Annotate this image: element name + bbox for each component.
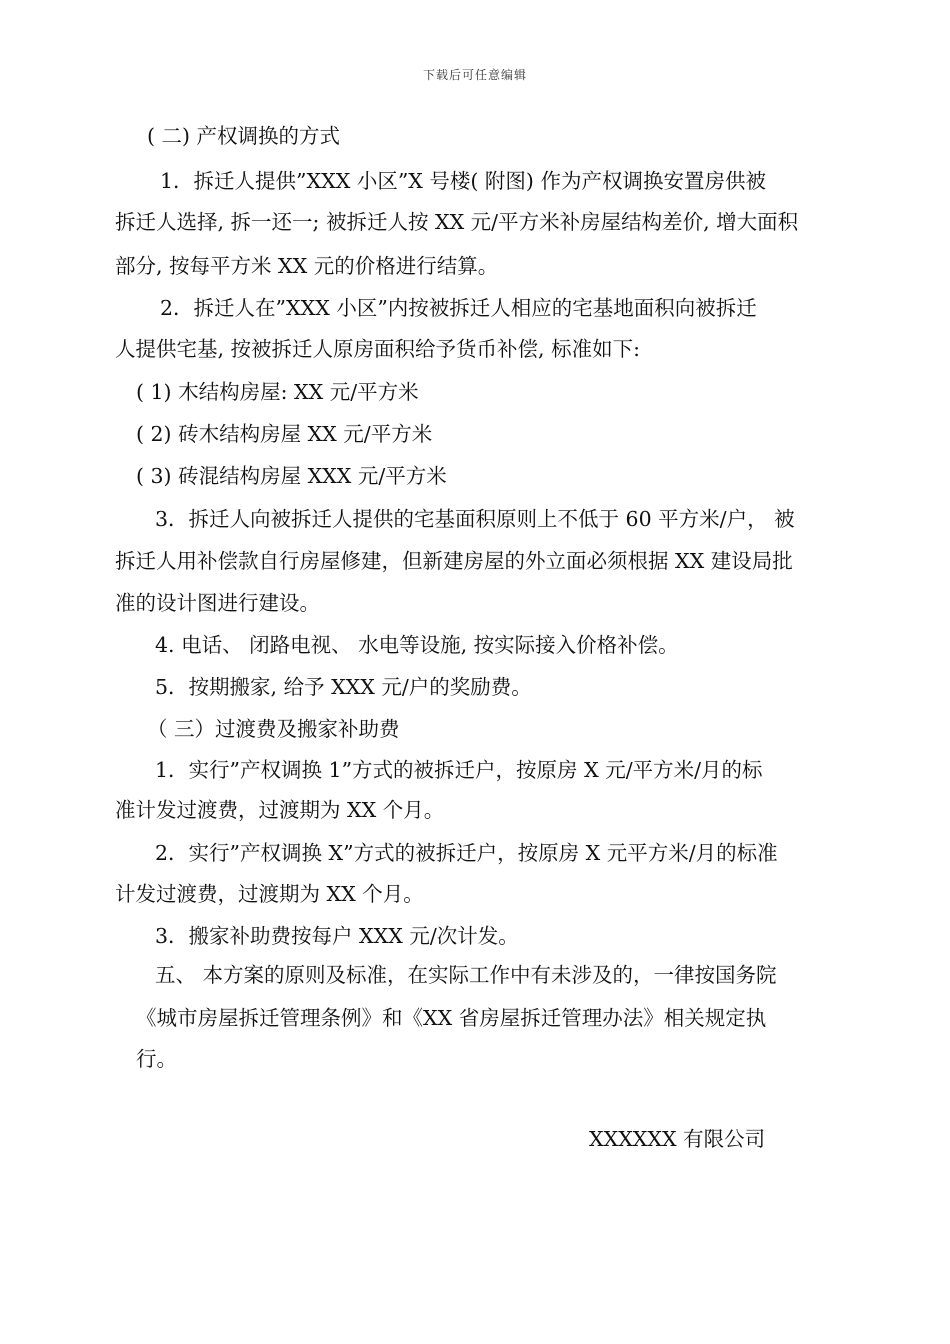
paragraph-line: 5．按期搬家, 给予 XXX 元/户的奖励费。 bbox=[155, 675, 532, 699]
paragraph-line: 计发过渡费，过渡期为 XX 个月。 bbox=[115, 882, 424, 906]
paragraph-line: 2．实行”产权调换 X”方式的被拆迁户，按原房 X 元平方米/月的标准 bbox=[155, 841, 778, 865]
paragraph-line: 《城市房屋拆迁管理条例》和《XX 省房屋拆迁管理办法》相关规定执 bbox=[136, 1006, 767, 1030]
paragraph-line: 3．拆迁人向被拆迁人提供的宅基面积原则上不低于 60 平方米/户， 被 bbox=[155, 507, 795, 531]
paragraph-line: 五、 本方案的原则及标准，在实际工作中有未涉及的，一律按国务院 bbox=[155, 963, 777, 987]
section-heading-property-exchange: ( 二) 产权调换的方式 bbox=[147, 124, 341, 148]
company-signature: XXXXXX 有限公司 bbox=[589, 1127, 766, 1151]
paragraph-line: 1．拆迁人提供”XXX 小区”X 号楼( 附图) 作为产权调换安置房供被 bbox=[160, 169, 766, 193]
list-item: ( 3) 砖混结构房屋 XXX 元/平方米 bbox=[136, 464, 447, 488]
paragraph-line: 人提供宅基, 按被拆迁人原房面积给予货币补偿, 标准如下: bbox=[115, 337, 640, 361]
paragraph-line: 拆迁人用补偿款自行房屋修建，但新建房屋的外立面必须根据 XX 建设局批 bbox=[115, 549, 793, 573]
paragraph-line: 2．拆迁人在”XXX 小区”内按被拆迁人相应的宅基地面积向被拆迁 bbox=[160, 296, 757, 320]
paragraph-line: 准计发过渡费，过渡期为 XX 个月。 bbox=[115, 798, 445, 822]
page-header: 下载后可任意编辑 bbox=[422, 68, 527, 82]
paragraph-line: 3．搬家补助费按每户 XXX 元/次计发。 bbox=[155, 924, 519, 948]
paragraph-line: 1．实行”产权调换 1”方式的被拆迁户，按原房 X 元/平方米/月的标 bbox=[155, 758, 763, 782]
paragraph-line: 4. 电话、 闭路电视、 水电等设施, 按实际接入价格补偿。 bbox=[155, 633, 679, 657]
paragraph-line: 拆迁人选择, 拆一还一; 被拆迁人按 XX 元/平方米补房屋结构差价, 增大面积 bbox=[115, 210, 799, 234]
paragraph-line: 部分, 按每平方米 XX 元的价格进行结算。 bbox=[115, 254, 499, 278]
paragraph-line: 行。 bbox=[136, 1047, 177, 1071]
list-item: ( 1) 木结构房屋: XX 元/平方米 bbox=[136, 380, 419, 404]
paragraph-line: 准的设计图进行建设。 bbox=[115, 591, 320, 615]
list-item: ( 2) 砖木结构房屋 XX 元/平方米 bbox=[136, 422, 433, 446]
section-heading-transition-fee: （ 三）过渡费及搬家补助费 bbox=[147, 717, 400, 741]
